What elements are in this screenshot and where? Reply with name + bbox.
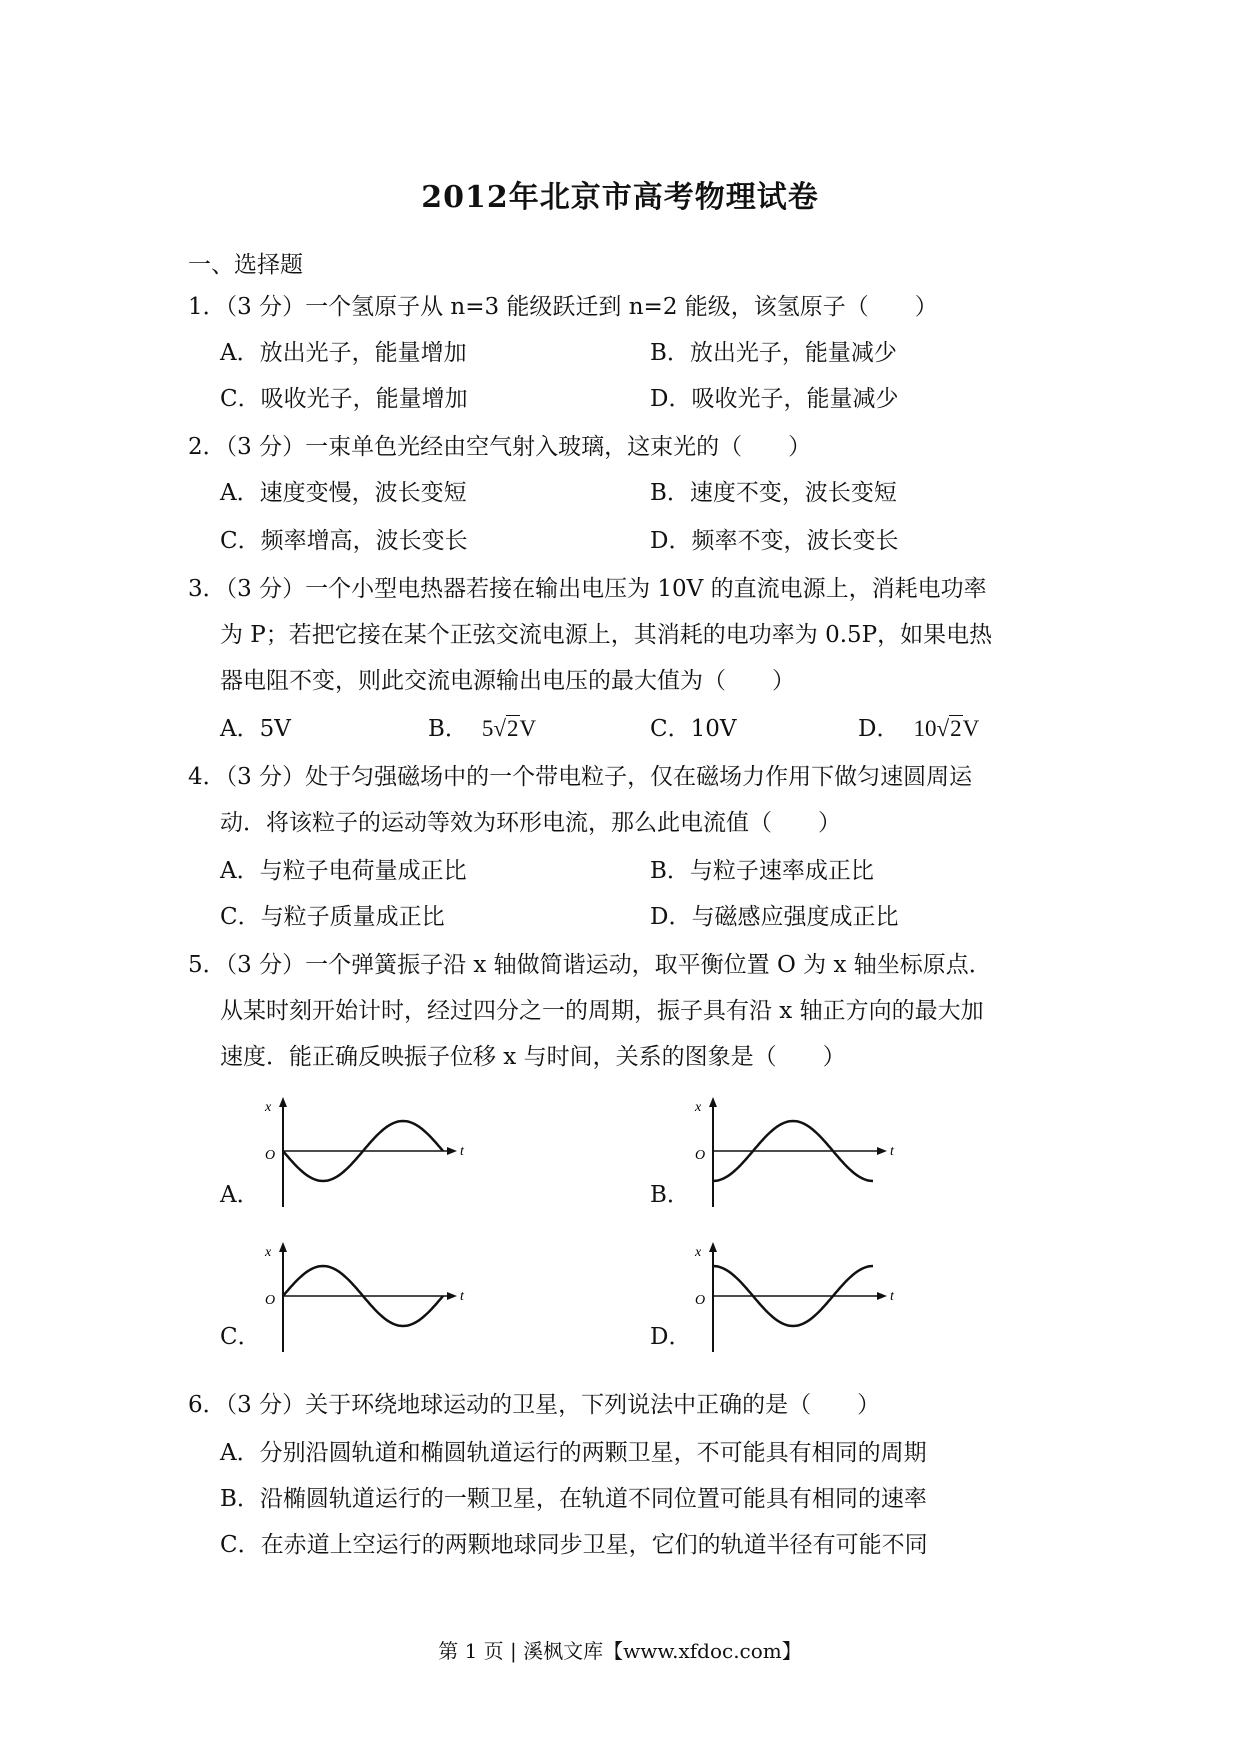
q3-option-d-label: D． [858, 716, 900, 742]
sqrt-icon: √ [936, 716, 950, 741]
axis-t-label: t [890, 1289, 894, 1304]
axis-t-label: t [460, 1144, 464, 1159]
q4-option-a: A．与粒子电荷量成正比 [220, 858, 467, 884]
q3-stem-line1: 3．（3 分）一个小型电热器若接在输出电压为 10V 的直流电源上，消耗电功率 [188, 576, 987, 602]
q3-option-c: C．10V [650, 716, 737, 742]
q3-d-unit: V [962, 716, 980, 741]
origin-label: O [265, 1293, 276, 1308]
q5-option-d-label: D． [650, 1324, 692, 1350]
page-title: 2012年北京市高考物理试卷 [421, 180, 819, 215]
q3-option-d-value [913, 716, 979, 741]
q3-option-b [428, 714, 536, 744]
q5-graph-c [255, 1240, 475, 1355]
q6-option-a: A．分别沿圆轨道和椭圆轨道运行的两颗卫星，不可能具有相同的周期 [220, 1440, 927, 1466]
axis-t-label: t [460, 1289, 464, 1304]
axis-x-label: x [695, 1245, 702, 1260]
section-heading: 一、选择题 [188, 252, 303, 278]
q3-b-coef: 5 [481, 716, 494, 741]
q1-option-b: B．放出光子，能量减少 [650, 340, 897, 366]
q3-b-radicand: 2 [507, 716, 519, 741]
q3-option-b-value [482, 716, 536, 741]
q3-d-coef: 10 [913, 716, 937, 741]
q5-option-c-label: C． [220, 1324, 261, 1350]
origin-label: O [695, 1148, 706, 1163]
sqrt-icon: √ [493, 716, 507, 741]
q4-stem-line2: 动．将该粒子的运动等效为环形电流，那么此电流值（ ） [220, 810, 841, 836]
axis-x-label: x [265, 1100, 272, 1115]
q4-option-d: D．与磁感应强度成正比 [650, 904, 899, 930]
q3-stem-line3: 器电阻不变，则此交流电源输出电压的最大值为（ ） [220, 668, 795, 694]
q3-option-d [858, 714, 979, 744]
q5-stem-line3: 速度．能正确反映振子位移 x 与时间，关系的图象是（ ） [220, 1044, 846, 1070]
q5-graph-a [255, 1095, 475, 1210]
q5-graph-b [685, 1095, 905, 1210]
origin-label: O [695, 1293, 706, 1308]
origin-label: O [265, 1148, 276, 1163]
q4-option-b: B．与粒子速率成正比 [650, 858, 874, 884]
q1-option-c: C．吸收光子，能量增加 [220, 386, 468, 412]
axis-t-label: t [890, 1144, 894, 1159]
q4-stem-line1: 4．（3 分）处于匀强磁场中的一个带电粒子，仅在磁场力作用下做匀速圆周运 [188, 764, 973, 790]
q5-option-b-label: B． [650, 1182, 690, 1208]
q2-option-c: C．频率增高，波长变长 [220, 528, 468, 554]
q5-stem-line2: 从某时刻开始计时，经过四分之一的周期，振子具有沿 x 轴正方向的最大加 [220, 998, 984, 1024]
q1-option-d: D．吸收光子，能量减少 [650, 386, 899, 412]
q5-stem-line1: 5．（3 分）一个弹簧振子沿 x 轴做简谐运动，取平衡位置 O 为 x 轴坐标原点． [188, 952, 992, 978]
q5-graph-d [685, 1240, 905, 1355]
q6-option-c: C．在赤道上空运行的两颗地球同步卫星，它们的轨道半径有可能不同 [220, 1532, 928, 1558]
q5-option-a-label: A． [220, 1182, 260, 1208]
q6-stem: 6．（3 分）关于环绕地球运动的卫星，下列说法中正确的是（ ） [188, 1392, 881, 1418]
q2-option-d: D．频率不变，波长变长 [650, 528, 899, 554]
q4-option-c: C．与粒子质量成正比 [220, 904, 445, 930]
axis-x-label: x [265, 1245, 272, 1260]
page-footer: 第 1 页 | 溪枫文库【www.xfdoc.com】 [438, 1639, 802, 1663]
q1-stem: 1．（3 分）一个氢原子从 n=3 能级跃迁到 n=2 能级，该氢原子（ ） [188, 294, 938, 320]
q2-stem: 2．（3 分）一束单色光经由空气射入玻璃，这束光的（ ） [188, 434, 812, 460]
q1-option-a: A．放出光子，能量增加 [220, 340, 467, 366]
q3-b-unit: V [519, 716, 537, 741]
axis-x-label: x [695, 1100, 702, 1115]
q2-option-a: A．速度变慢，波长变短 [220, 480, 467, 506]
q3-stem-line2: 为 P；若把它接在某个正弦交流电源上，其消耗的电功率为 0.5P，如果电热 [220, 622, 993, 648]
q3-option-a: A．5V [220, 716, 291, 742]
q3-option-b-label: B． [428, 716, 468, 742]
q2-option-b: B．速度不变，波长变短 [650, 480, 897, 506]
q3-d-radicand: 2 [950, 716, 962, 741]
q6-option-b: B．沿椭圆轨道运行的一颗卫星，在轨道不同位置可能具有相同的速率 [220, 1486, 927, 1512]
